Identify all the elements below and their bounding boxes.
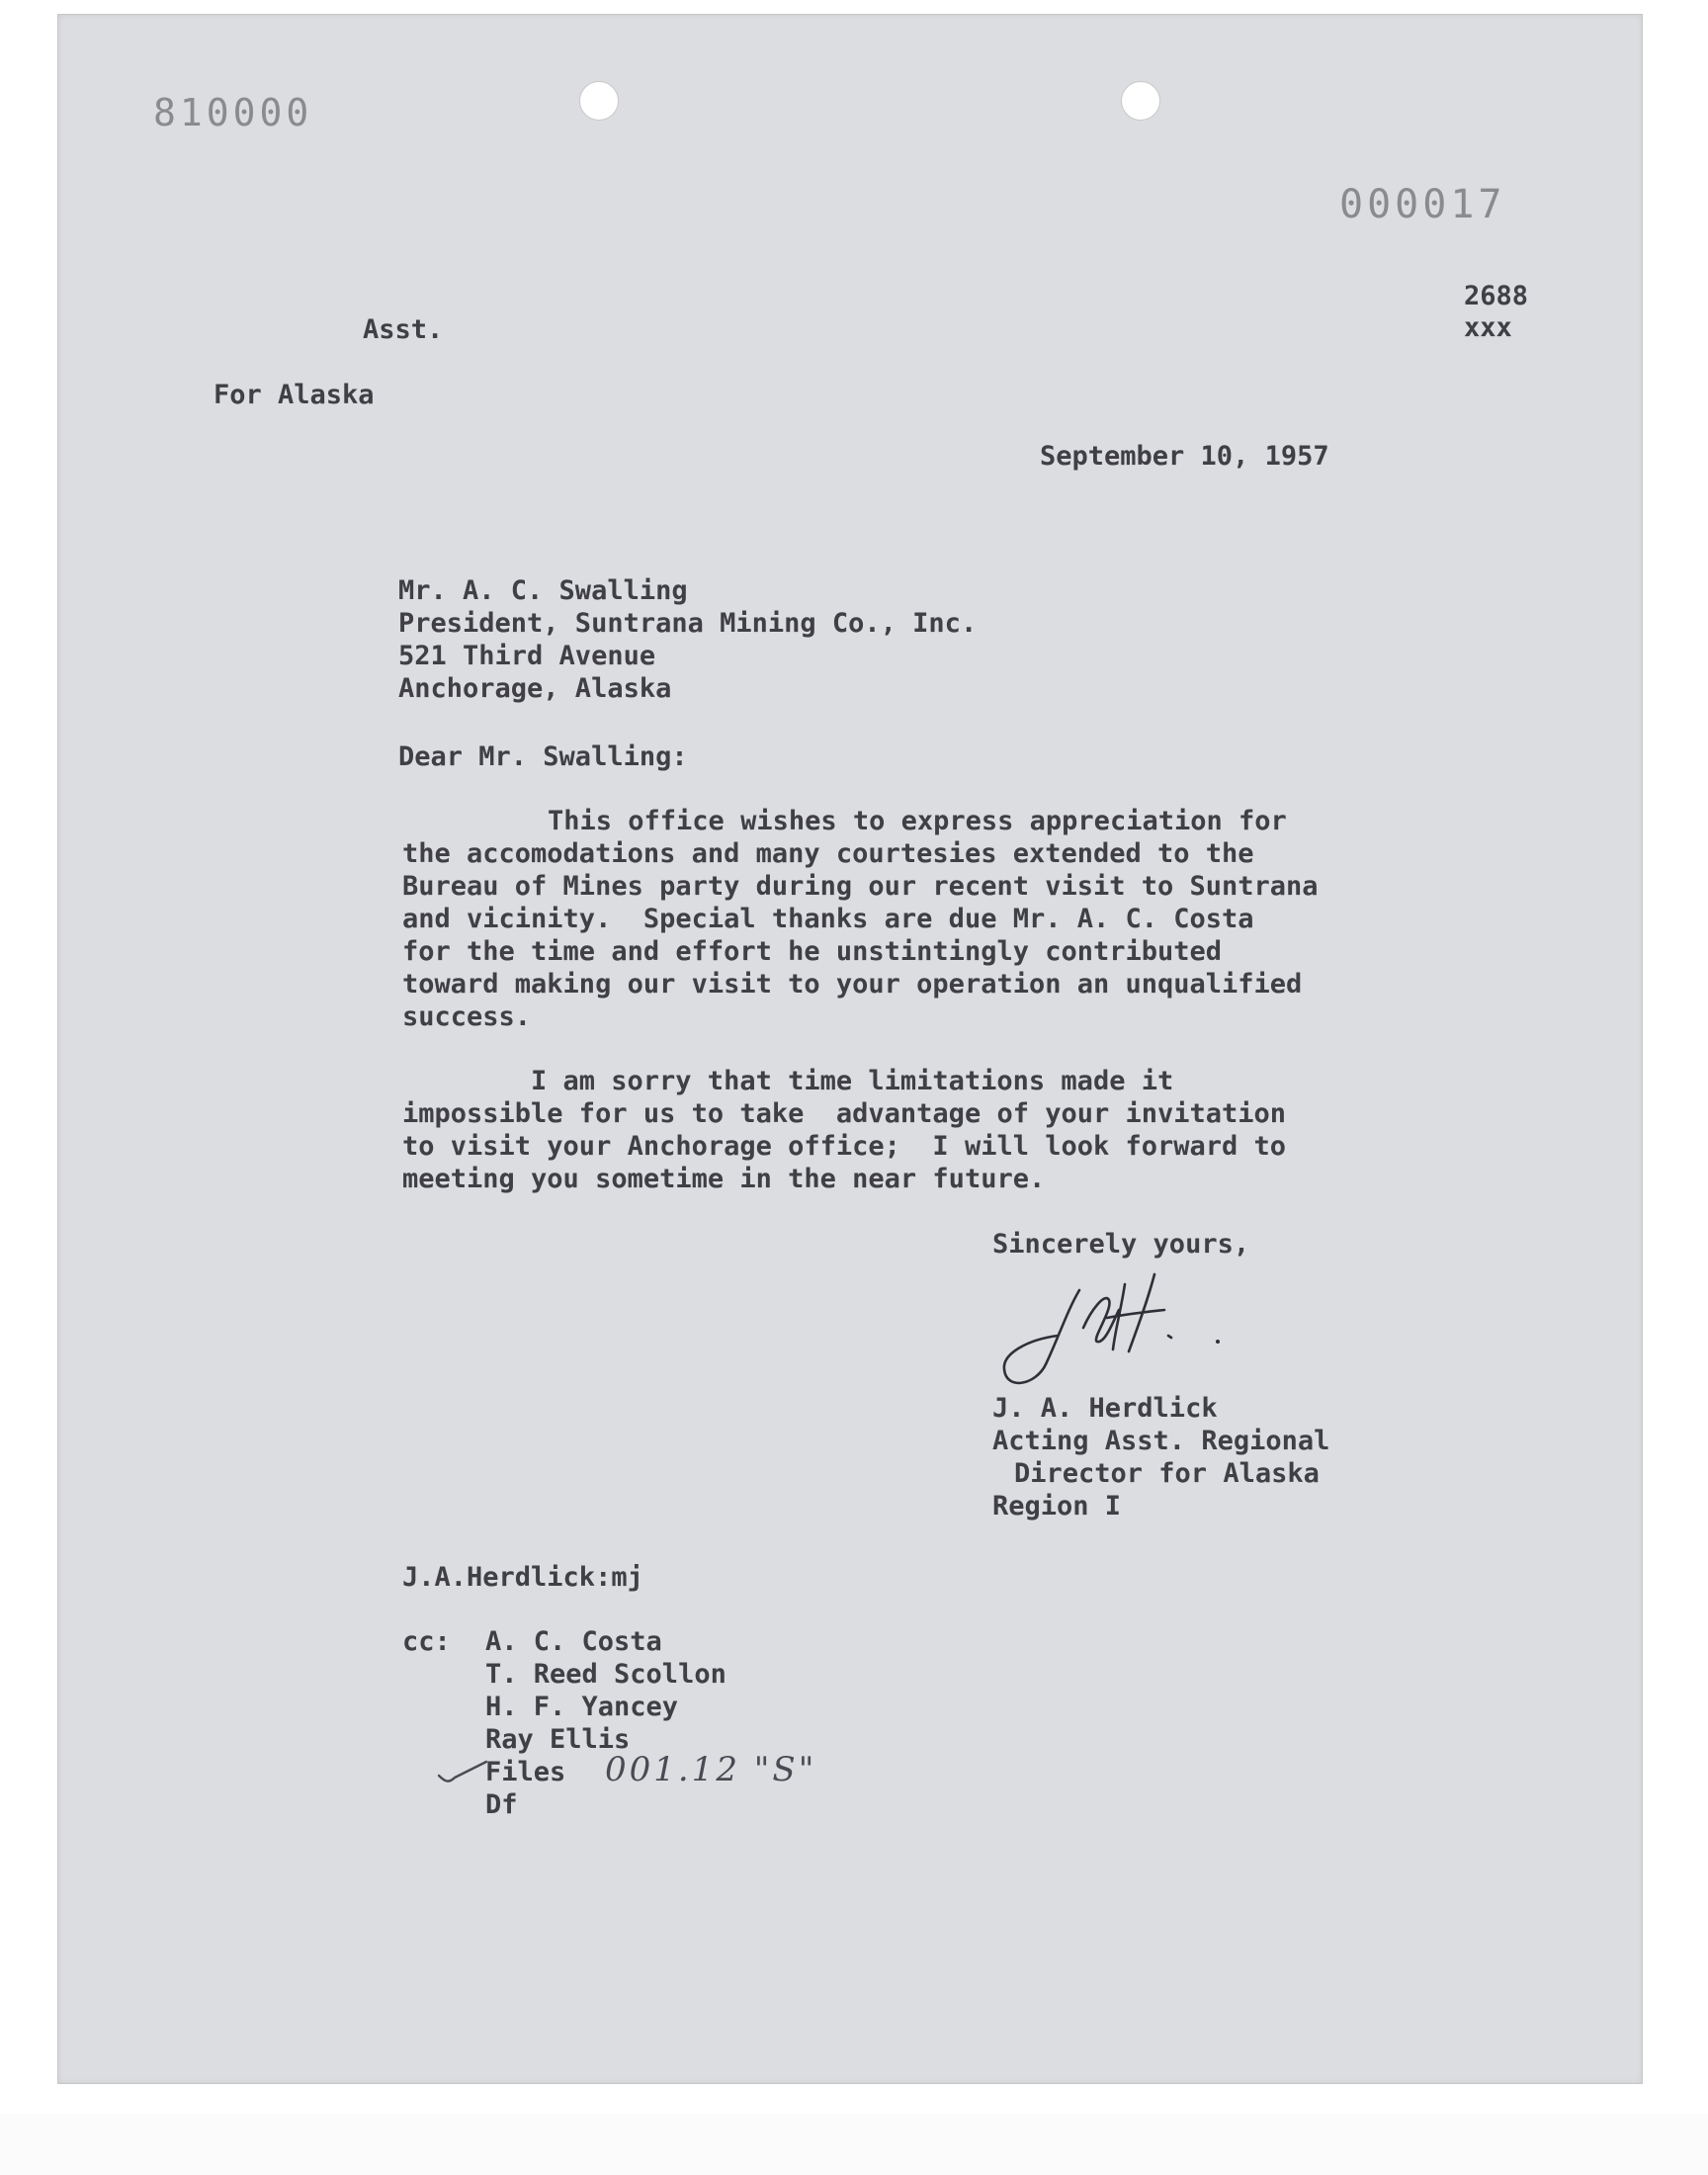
header-line-asst: Asst. xyxy=(363,314,444,345)
body-line: the accomodations and many courtesies extended to the xyxy=(402,838,1254,869)
reference-initials: J.A.Herdlick:mj xyxy=(402,1562,643,1593)
punch-hole xyxy=(579,81,619,121)
body-line: This office wishes to express appreciation for xyxy=(548,806,1287,836)
cc-recipient: Df xyxy=(485,1789,518,1820)
stamp-number-top-left: 810000 xyxy=(153,91,313,134)
body-line: meeting you sometime in the near future. xyxy=(402,1164,1046,1194)
body-line: Bureau of Mines party during our recent visit to Suntrana xyxy=(402,871,1319,902)
signer-name: J. A. Herdlick xyxy=(992,1393,1218,1424)
body-line: impossible for us to take advantage of your invitation xyxy=(402,1098,1287,1129)
punch-hole xyxy=(1121,81,1160,121)
closing: Sincerely yours, xyxy=(992,1229,1250,1260)
body-line: and vicinity. Special thanks are due Mr. A. C. Costa xyxy=(402,904,1254,934)
salutation: Dear Mr. Swalling: xyxy=(398,741,688,772)
addressee-city: Anchorage, Alaska xyxy=(398,673,672,704)
scan-margin xyxy=(0,2114,1708,2175)
addressee-street: 521 Third Avenue xyxy=(398,641,656,671)
cc-label: cc: xyxy=(402,1626,451,1657)
signer-title-line: Acting Asst. Regional xyxy=(992,1426,1330,1456)
letter-date: September 10, 1957 xyxy=(1040,441,1329,472)
body-line: toward making our visit to your operation an unqualified xyxy=(402,969,1303,1000)
stamp-number-top-right: 000017 xyxy=(1339,182,1506,227)
handwritten-checkmark xyxy=(435,1758,494,1787)
cc-recipient: T. Reed Scollon xyxy=(485,1659,726,1690)
cc-recipient: H. F. Yancey xyxy=(485,1692,679,1722)
body-line: for the time and effort he unstintingly contributed xyxy=(402,936,1223,967)
letter-page xyxy=(57,14,1643,2084)
cc-recipient: Files xyxy=(485,1757,566,1787)
body-line: success. xyxy=(402,1001,532,1032)
handwritten-file-code: 001.12 "S" xyxy=(605,1750,817,1789)
file-number: 2688 xyxy=(1464,281,1529,311)
body-line: to visit your Anchorage office; I will look forward to xyxy=(402,1131,1287,1162)
file-marker: xxx xyxy=(1464,312,1512,343)
addressee-name: Mr. A. C. Swalling xyxy=(398,575,688,606)
body-line: I am sorry that time limitations made it xyxy=(531,1066,1174,1096)
signer-title-line: Director for Alaska xyxy=(1014,1458,1320,1489)
cc-recipient: Ray Ellis xyxy=(485,1724,631,1755)
addressee-title: President, Suntrana Mining Co., Inc. xyxy=(398,608,978,639)
signer-region: Region I xyxy=(992,1491,1122,1522)
cc-recipient: A. C. Costa xyxy=(485,1626,662,1657)
header-line-for-alaska: For Alaska xyxy=(214,380,375,410)
signature xyxy=(988,1270,1245,1399)
